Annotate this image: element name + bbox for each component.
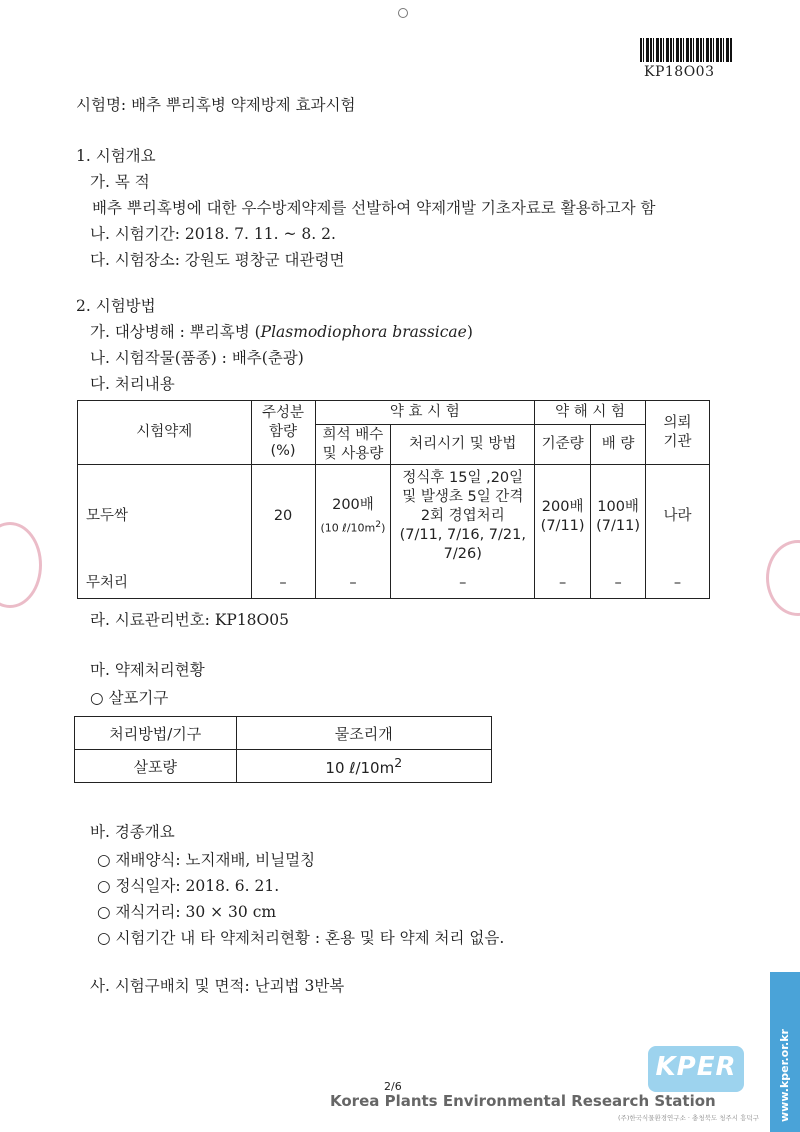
row2-timing: – xyxy=(391,569,535,599)
row1-standard xyxy=(535,465,591,569)
section-1-heading: 1. 시험개요 xyxy=(76,147,156,165)
header-ingredient-line2: 함량 xyxy=(269,424,298,440)
punch-hole-mark xyxy=(398,8,408,18)
cultivation-method: ○ 재배양식: 노지재배, 비닐멀칭 xyxy=(97,851,316,869)
row1-name: 모두싹 xyxy=(78,465,252,569)
row2-standard: – xyxy=(535,569,591,599)
spray-equipment-label: ○ 살포기구 xyxy=(90,689,169,707)
row1-dilution-note-text: (10 ℓ/10m xyxy=(320,521,376,535)
spray-table xyxy=(74,716,492,783)
header-double: 배 량 xyxy=(591,425,646,465)
row1-dilution-value: 200배 xyxy=(332,496,374,513)
spray-method-label: 처리방법/기구 xyxy=(75,717,237,750)
row1-standard-date: (7/11) xyxy=(540,517,585,534)
row1-dilution xyxy=(315,465,391,569)
seal-stamp-left xyxy=(0,522,42,608)
row1-agency: 나라 xyxy=(646,465,710,569)
header-dilution-line2: 및 사용량 xyxy=(322,445,384,462)
row1-dilution-note-sup: 2 xyxy=(375,518,382,530)
treatment-heading: 다. 처리내용 xyxy=(90,375,175,393)
header-efficacy: 약 효 시 험 xyxy=(315,401,535,425)
test-location: 다. 시험장소: 강원도 평창군 대관령면 xyxy=(90,251,345,269)
test-crop: 나. 시험작물(품종) : 배추(춘광) xyxy=(90,349,304,367)
target-disease xyxy=(90,322,473,342)
document-title: 시험명: 배추 뿌리혹병 약제방제 효과시험 xyxy=(76,96,356,114)
row1-double-date: (7/11) xyxy=(596,517,641,534)
header-standard: 기준량 xyxy=(535,425,591,465)
treatment-table xyxy=(77,400,710,599)
header-ingredient xyxy=(251,401,315,465)
header-dilution xyxy=(315,425,391,465)
seal-stamp-right xyxy=(766,540,800,616)
row2-content: – xyxy=(251,569,315,599)
row1-timing-line1: 정식후 15일 ,20일 xyxy=(402,470,524,487)
target-disease-prefix: 가. 대상병해 : 뿌리혹병 ( xyxy=(90,323,261,341)
table-row xyxy=(78,465,710,569)
header-phytotoxicity: 약 해 시 험 xyxy=(535,401,646,425)
kper-side-band xyxy=(770,972,800,1132)
kper-logo-text: KPER xyxy=(655,1052,737,1082)
row2-dilution: – xyxy=(315,569,391,599)
spray-volume-label: 살포량 xyxy=(75,750,237,783)
kper-logo xyxy=(648,1046,744,1092)
row2-agency: – xyxy=(646,569,710,599)
row2-double: – xyxy=(591,569,646,599)
row1-dilution-note-close: ) xyxy=(381,521,386,535)
header-pesticide: 시험약제 xyxy=(78,401,252,465)
spray-volume-text: 10 ℓ/10m xyxy=(325,759,395,777)
test-period: 나. 시험기간: 2018. 7. 11. ~ 8. 2. xyxy=(90,225,336,243)
barcode-image xyxy=(640,38,732,62)
header-dilution-line1: 희석 배수 xyxy=(322,426,384,443)
row1-timing-line2: 및 발생초 5일 간격 xyxy=(402,489,524,506)
spray-volume-sup: 2 xyxy=(394,755,403,770)
header-ingredient-line1: 주성분 xyxy=(262,405,305,421)
page-number: 2/6 xyxy=(384,1080,402,1093)
website-text: www.kper.or.kr xyxy=(778,1029,791,1122)
planting-distance: ○ 재식거리: 30 × 30 cm xyxy=(97,903,277,921)
row1-content: 20 xyxy=(251,465,315,569)
planting-date: ○ 정식일자: 2018. 6. 21. xyxy=(97,877,280,895)
spray-volume-value xyxy=(236,750,491,783)
row1-timing-line3: 2회 경엽처리 xyxy=(420,508,505,525)
footer-small-text: (주)한국식물환경연구소 · 충청북도 청주시 흥덕구 xyxy=(618,1114,759,1122)
row2-name: 무처리 xyxy=(78,569,252,599)
purpose-label: 가. 목 적 xyxy=(90,173,150,191)
section-ma-heading: 마. 약제처리현황 xyxy=(90,661,205,679)
target-disease-suffix: ) xyxy=(466,323,473,341)
row1-double xyxy=(591,465,646,569)
header-ingredient-line3: (%) xyxy=(270,443,296,459)
section-2-heading: 2. 시험방법 xyxy=(76,297,156,315)
section-sa-heading: 사. 시험구배치 및 면적: 난괴법 3반복 xyxy=(90,977,345,995)
row1-dilution-note xyxy=(316,515,391,538)
purpose-text: 배추 뿌리혹병에 대한 우수방제약제를 선발하여 약제개발 기초자료로 활용하고자 함 xyxy=(92,199,656,217)
header-agency-line1: 의뢰 xyxy=(663,414,692,431)
row1-timing-line4: (7/11, 7/16, 7/21, xyxy=(399,527,526,544)
header-agency xyxy=(646,401,710,465)
section-ba-heading: 바. 경종개요 xyxy=(90,823,175,841)
spray-method-value: 물조리개 xyxy=(236,717,491,750)
target-disease-scientific: Plasmodiophora brassicae xyxy=(260,323,467,341)
barcode-code: KP18O03 xyxy=(644,64,715,80)
other-treatments: ○ 시험기간 내 타 약제처리현황 : 혼용 및 타 약제 처리 없음. xyxy=(97,929,505,947)
sample-number: 라. 시료관리번호: KP18O05 xyxy=(90,611,289,629)
row1-timing-line5: 7/26) xyxy=(443,546,482,563)
header-timing: 처리시기 및 방법 xyxy=(391,425,535,465)
header-agency-line2: 기관 xyxy=(663,433,692,450)
footer-organization: Korea Plants Environmental Research Station xyxy=(330,1092,716,1110)
row1-double-rate: 100배 xyxy=(597,498,639,515)
row1-standard-rate: 200배 xyxy=(541,498,584,515)
table-row xyxy=(78,569,710,599)
row1-timing xyxy=(391,465,535,569)
